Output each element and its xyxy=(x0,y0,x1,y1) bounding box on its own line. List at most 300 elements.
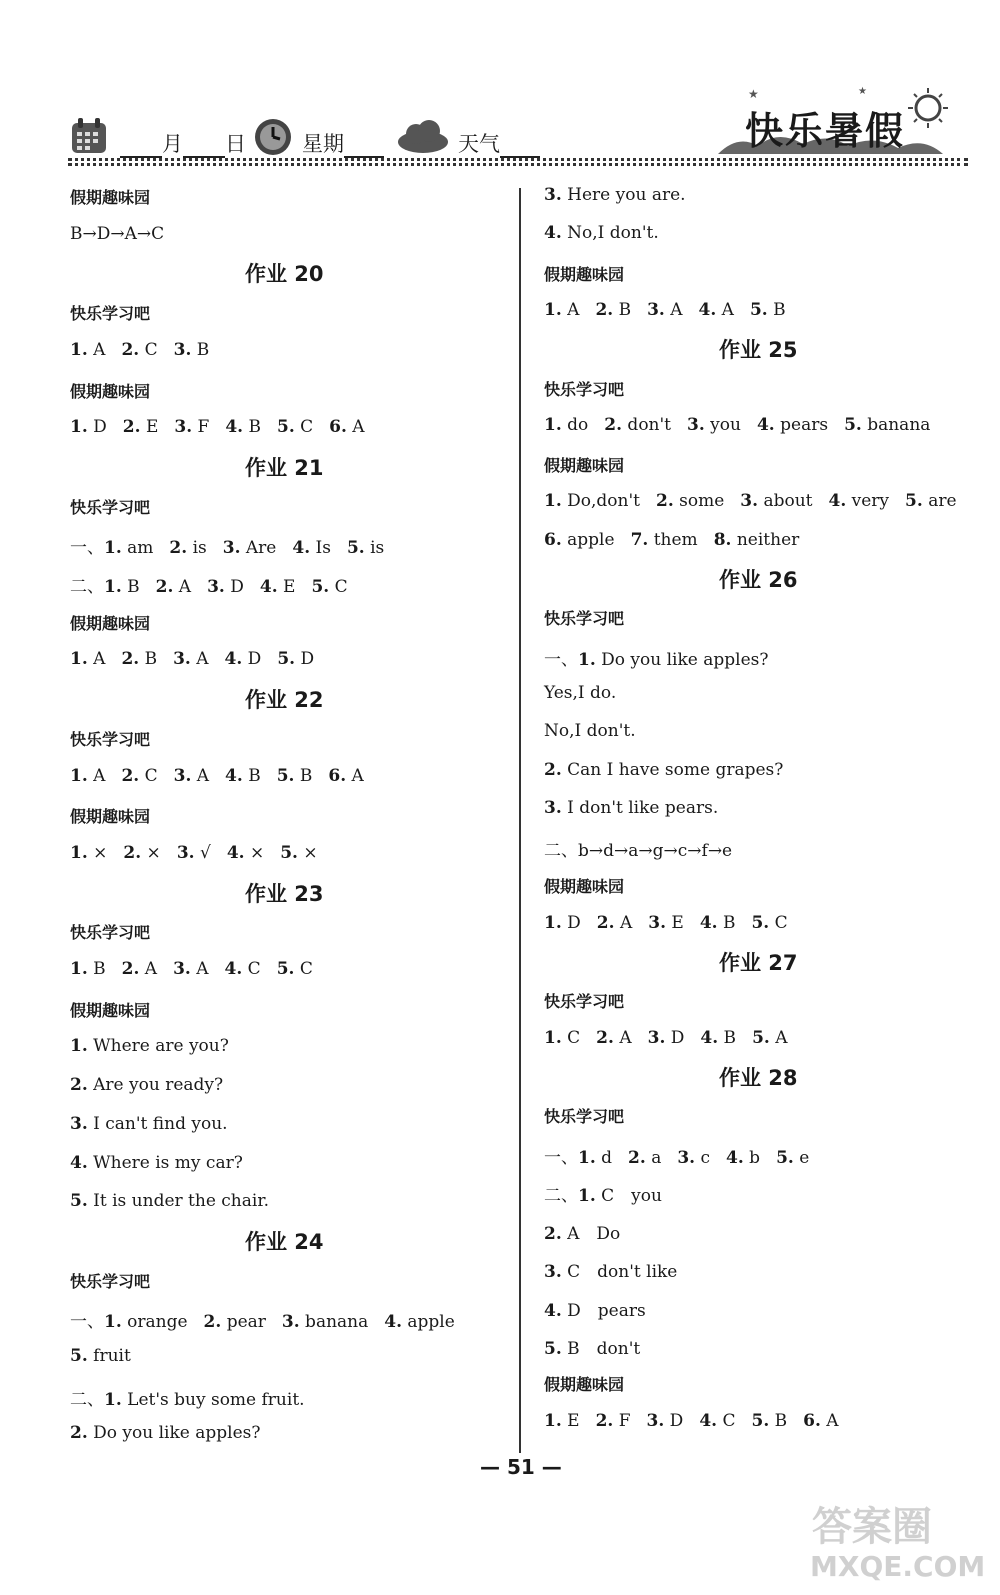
answer-value: B xyxy=(121,577,140,597)
answer-value: D xyxy=(665,1027,685,1048)
question-number: 3. xyxy=(222,538,241,559)
answer-value: √ xyxy=(194,842,211,863)
answer-value: Can I have some grapes? xyxy=(561,759,784,780)
answer-item xyxy=(740,491,812,511)
answer-item xyxy=(544,1301,646,1321)
question-number: 3. xyxy=(648,912,666,933)
answer-value: B xyxy=(717,912,736,933)
answer-line: No,I don't. xyxy=(544,721,636,742)
answer-item xyxy=(628,1148,661,1168)
question-number: 2. xyxy=(121,959,140,979)
clock-icon xyxy=(253,117,293,157)
section-heading: 假期趣味园 xyxy=(70,807,151,827)
answer-item xyxy=(578,1148,612,1168)
assignment-heading: 作业 26 xyxy=(719,568,798,592)
answer-line xyxy=(544,415,930,435)
watermark-url: MXQE.COM xyxy=(810,1550,986,1583)
question-number: 5. xyxy=(776,1147,794,1168)
part-prefix: 一、 xyxy=(70,1312,104,1333)
answer-value: B xyxy=(613,299,632,320)
question-number: 6. xyxy=(328,765,347,786)
answer-value: E xyxy=(561,1410,580,1431)
question-number: 4. xyxy=(544,1300,562,1321)
answer-item xyxy=(104,577,140,597)
question-number: 1. xyxy=(544,299,562,320)
answer-value: D xyxy=(87,417,107,438)
answer-item xyxy=(726,1148,760,1168)
answer-item xyxy=(648,913,684,933)
question-number: 3. xyxy=(174,417,193,438)
answer-value: A xyxy=(139,959,158,979)
answer-item xyxy=(277,649,314,669)
question-number: 3. xyxy=(173,765,192,786)
answer-item xyxy=(123,843,160,863)
answer-item xyxy=(177,843,211,863)
answer-item xyxy=(225,959,261,979)
answer-value: A xyxy=(769,1027,788,1048)
question-number: 2. xyxy=(70,1423,88,1444)
question-number: 1. xyxy=(104,1312,122,1333)
answer-value: A xyxy=(87,765,106,786)
question-number: 4. xyxy=(224,959,243,979)
column-divider xyxy=(519,188,521,1453)
question-number: 5. xyxy=(311,577,330,597)
answer-item xyxy=(844,415,930,435)
question-number: 5. xyxy=(276,959,295,979)
section-heading: 假期趣味园 xyxy=(544,1375,625,1395)
watermark-text: 答案圈 xyxy=(812,1504,932,1550)
answer-value: C xyxy=(329,577,348,597)
answer-item xyxy=(70,959,106,979)
answer-item xyxy=(544,185,686,205)
answer-item xyxy=(544,1028,580,1048)
question-number: 3. xyxy=(176,842,195,863)
part-prefix: 一、 xyxy=(544,649,578,670)
answer-item xyxy=(544,798,718,818)
answer-item xyxy=(544,760,783,780)
answer-value: F xyxy=(192,417,210,438)
answer-value: B xyxy=(87,959,106,979)
question-number: 6. xyxy=(544,529,562,550)
answer-value: C xyxy=(294,959,313,979)
answer-value: D xyxy=(224,577,244,597)
question-number: 8. xyxy=(713,529,732,550)
brand-title: 快乐暑假 xyxy=(745,109,906,153)
answer-item xyxy=(905,491,956,511)
question-number: 3. xyxy=(646,1410,665,1431)
part-prefix: 二、 xyxy=(70,577,104,597)
answer-value: C xyxy=(294,417,314,438)
answer-item xyxy=(292,538,331,558)
question-number: 1. xyxy=(70,959,88,979)
answer-item xyxy=(104,538,153,558)
answer-item xyxy=(121,649,157,669)
section-heading: 假期趣味园 xyxy=(70,613,151,633)
answer-value: A xyxy=(173,577,192,597)
answer-line: Yes,I do. xyxy=(544,682,617,703)
answer-line xyxy=(544,530,799,550)
question-number: 3. xyxy=(70,1113,88,1134)
question-number: 4. xyxy=(259,577,278,597)
answer-value: very xyxy=(846,491,890,512)
answer-item xyxy=(282,1312,368,1332)
question-number: 5. xyxy=(544,1339,562,1359)
answer-value: a xyxy=(645,1147,662,1168)
question-number: 5. xyxy=(276,417,295,438)
answer-item xyxy=(70,766,105,786)
answer-item xyxy=(544,913,581,933)
assignment-heading: 作业 22 xyxy=(245,688,324,713)
section-heading: 快乐学习吧 xyxy=(70,923,151,943)
answer-item xyxy=(122,959,157,979)
answer-item xyxy=(699,300,734,320)
answer-item xyxy=(70,843,107,863)
answer-item xyxy=(544,1262,677,1282)
question-number: 5. xyxy=(70,1346,88,1366)
answer-value: D xyxy=(295,649,315,670)
question-number: 1. xyxy=(104,538,122,559)
question-number: 1. xyxy=(544,1410,562,1431)
question-number: 1. xyxy=(544,414,562,435)
answer-line xyxy=(544,1219,620,1244)
question-number: 4. xyxy=(726,1147,744,1168)
answer-value: don't xyxy=(622,414,672,435)
answer-value: D pears xyxy=(561,1300,646,1321)
question-number: 3. xyxy=(544,185,562,205)
question-number: 4. xyxy=(226,842,245,863)
question-number: 5. xyxy=(905,491,923,512)
question-number: 5. xyxy=(70,1191,88,1212)
page-number: — 51 — xyxy=(480,1455,562,1479)
question-number: 2. xyxy=(123,842,142,863)
section-heading: 假期趣味园 xyxy=(70,188,151,207)
question-number: 1. xyxy=(578,1185,596,1206)
question-number: 3. xyxy=(281,1312,300,1333)
answer-value: D xyxy=(561,912,581,933)
answer-line xyxy=(70,1153,243,1173)
answer-item xyxy=(223,538,277,558)
answer-value: A xyxy=(190,649,209,670)
answer-value: Where are you? xyxy=(87,1036,229,1057)
answer-line xyxy=(70,1191,269,1211)
header-divider xyxy=(68,158,968,166)
assignment-heading: 作业 28 xyxy=(719,1065,798,1090)
answer-line xyxy=(70,1075,223,1095)
answer-item xyxy=(544,1411,580,1431)
answer-value: am xyxy=(121,538,154,559)
svg-text:★: ★ xyxy=(748,87,759,101)
question-number: 1. xyxy=(544,1027,562,1048)
answer-value: Do,don't xyxy=(561,491,640,512)
answer-line xyxy=(70,417,365,437)
question-number: 4. xyxy=(225,765,243,786)
answer-value: B xyxy=(769,1410,788,1431)
svg-text:★: ★ xyxy=(858,86,867,97)
answer-value: B xyxy=(294,765,313,786)
answer-item xyxy=(828,491,889,511)
answer-value: E xyxy=(277,577,296,597)
answer-item xyxy=(751,913,787,933)
weekday-label: 星期 xyxy=(302,132,344,156)
answer-value: I don't like pears. xyxy=(561,797,719,818)
answer-item xyxy=(121,766,157,786)
answer-item xyxy=(544,300,579,320)
answer-value: A xyxy=(87,339,106,360)
answer-value: is xyxy=(364,538,385,559)
question-number: 3. xyxy=(677,1147,696,1168)
part-prefix: 二、 xyxy=(544,1185,578,1206)
section-heading: 假期趣味园 xyxy=(70,381,151,401)
answer-item xyxy=(803,1411,838,1431)
question-number: 5. xyxy=(749,299,768,320)
answer-value: D xyxy=(664,1410,684,1431)
answer-value: F xyxy=(613,1410,631,1431)
answer-item xyxy=(70,340,105,360)
question-number: 1. xyxy=(70,765,88,786)
answer-item xyxy=(757,415,828,435)
page-header xyxy=(0,0,1000,170)
question-number: 4. xyxy=(544,223,562,244)
answer-item xyxy=(70,1191,269,1211)
answer-value: neither xyxy=(731,529,800,550)
answer-value: C don't like xyxy=(561,1262,678,1283)
answer-value: banana xyxy=(299,1312,369,1333)
question-number: 2. xyxy=(595,299,614,320)
answer-value: A xyxy=(191,765,210,786)
answer-item xyxy=(227,843,264,863)
answer-value: A xyxy=(561,299,580,320)
answer-line xyxy=(70,1385,305,1410)
answer-item xyxy=(750,300,786,320)
section-heading: 快乐学习吧 xyxy=(544,992,625,1012)
question-number: 3. xyxy=(544,1262,562,1283)
answer-line xyxy=(544,1028,788,1048)
answer-item xyxy=(647,1411,684,1431)
section-heading: 快乐学习吧 xyxy=(70,304,151,324)
answer-item xyxy=(544,1224,620,1244)
answer-line xyxy=(544,1296,646,1321)
answer-value: C xyxy=(139,339,158,360)
answer-item xyxy=(700,913,736,933)
answer-item xyxy=(347,538,384,558)
answer-value: No,I don't. xyxy=(561,223,659,244)
answer-item xyxy=(752,1028,787,1048)
answer-value: some xyxy=(673,491,725,512)
question-number: 5. xyxy=(280,842,298,863)
answer-value: D xyxy=(242,649,262,670)
answer-item xyxy=(699,1411,735,1431)
question-number: 3. xyxy=(173,959,191,979)
answer-value: about xyxy=(758,491,813,512)
answer-line xyxy=(70,1423,261,1443)
part-prefix: 一、 xyxy=(70,538,104,559)
answer-value: pear xyxy=(221,1312,266,1333)
answer-item xyxy=(207,577,244,597)
answer-value: B don't xyxy=(561,1339,641,1359)
section-heading: 快乐学习吧 xyxy=(70,497,151,517)
answer-value: apple xyxy=(402,1312,455,1333)
question-number: 4. xyxy=(828,491,847,512)
answer-line xyxy=(544,645,769,670)
answer-value: orange xyxy=(121,1312,188,1333)
answer-value: pears xyxy=(774,414,829,435)
answer-item xyxy=(70,1036,229,1056)
answer-item xyxy=(174,340,210,360)
answer-item xyxy=(277,766,313,786)
answer-value: × xyxy=(141,842,161,863)
answer-line xyxy=(70,533,384,558)
question-number: 2. xyxy=(595,1410,614,1431)
question-number: 2. xyxy=(121,649,140,670)
question-number: 3. xyxy=(647,299,665,320)
question-number: 1. xyxy=(70,339,88,360)
question-number: 6. xyxy=(329,417,347,438)
section-heading: 假期趣味园 xyxy=(544,877,625,897)
answer-value: B xyxy=(191,339,210,360)
answer-item xyxy=(104,1312,188,1332)
answer-line xyxy=(544,798,718,818)
answer-item xyxy=(123,417,159,437)
answer-line xyxy=(544,1143,809,1168)
answer-value: C xyxy=(561,1027,581,1048)
question-number: 2. xyxy=(628,1147,646,1168)
question-number: 2. xyxy=(70,1075,88,1096)
answer-value: E xyxy=(665,912,684,933)
question-number: 4. xyxy=(756,414,775,435)
answer-line xyxy=(70,1346,131,1366)
question-number: 3. xyxy=(687,414,705,435)
question-number: 5. xyxy=(751,1410,770,1431)
answer-item xyxy=(173,959,208,979)
answer-line xyxy=(544,1257,677,1282)
question-number: 2. xyxy=(121,765,140,786)
question-number: 4. xyxy=(70,1152,88,1173)
answer-value: A xyxy=(664,299,683,320)
section-heading: 快乐学习吧 xyxy=(70,729,151,749)
answer-value: do xyxy=(561,414,589,435)
question-number: 3. xyxy=(173,339,192,360)
answer-value: fruit xyxy=(87,1346,131,1366)
answer-item xyxy=(104,1390,305,1410)
answer-value: C xyxy=(139,765,158,786)
answer-value: × xyxy=(244,842,265,863)
answer-value: A xyxy=(820,1410,839,1431)
answer-item xyxy=(776,1148,809,1168)
answer-item xyxy=(578,1186,662,1206)
question-number: 1. xyxy=(70,417,88,438)
section-heading: 假期趣味园 xyxy=(544,264,625,284)
question-number: 3. xyxy=(544,797,562,818)
cloud-icon xyxy=(396,118,450,154)
answer-value: Do you like apples? xyxy=(595,649,769,670)
answer-item xyxy=(544,1339,640,1359)
answer-value: e xyxy=(793,1147,810,1168)
weather xyxy=(458,128,540,158)
question-number: 5. xyxy=(844,414,862,435)
answer-item xyxy=(174,417,209,437)
answer-value: b xyxy=(743,1147,761,1168)
section-heading: 快乐学习吧 xyxy=(70,1271,151,1291)
answer-line xyxy=(544,300,786,320)
answer-item xyxy=(596,1028,631,1048)
weekday xyxy=(302,128,384,158)
answer-item xyxy=(70,1346,131,1366)
answer-item xyxy=(260,577,296,597)
question-number: 7. xyxy=(630,529,649,550)
answer-value: is xyxy=(187,538,207,559)
question-number: 2. xyxy=(596,1027,614,1048)
question-number: 4. xyxy=(224,649,243,670)
answer-item xyxy=(70,1153,243,1173)
answer-line xyxy=(70,649,314,669)
assignment-heading: 作业 20 xyxy=(245,262,324,287)
question-number: 3. xyxy=(207,577,225,597)
answer-item xyxy=(156,577,191,597)
answer-value: Is xyxy=(310,538,331,559)
answer-value: Where is my car? xyxy=(87,1152,243,1173)
answer-item xyxy=(604,415,671,435)
answer-value: A xyxy=(614,912,633,933)
answer-value: × xyxy=(87,842,108,863)
answer-value: C you xyxy=(595,1185,662,1206)
answer-item xyxy=(656,491,724,511)
question-number: 2. xyxy=(121,339,140,360)
answer-value: A xyxy=(87,649,106,670)
calendar-icon xyxy=(70,117,108,155)
answer-item xyxy=(173,649,208,669)
answer-item xyxy=(647,300,682,320)
answer-item xyxy=(544,491,640,511)
answer-value: Are xyxy=(240,538,277,559)
answer-value: c xyxy=(695,1147,711,1168)
answer-item xyxy=(752,1411,788,1431)
answer-line xyxy=(70,1307,455,1332)
answer-line xyxy=(70,766,364,786)
answer-item xyxy=(225,417,261,437)
question-number: 4. xyxy=(699,1410,718,1431)
answer-value: I can't find you. xyxy=(87,1113,228,1134)
answer-line xyxy=(544,1334,640,1359)
answer-line xyxy=(70,1114,228,1134)
question-number: 1. xyxy=(70,1036,88,1057)
answer-item xyxy=(714,530,800,550)
answer-item xyxy=(578,650,769,670)
answer-value: you xyxy=(704,414,741,435)
answer-line xyxy=(70,959,313,979)
question-number: 4. xyxy=(699,912,718,933)
answer-item xyxy=(544,415,588,435)
answer-value: A xyxy=(613,1027,632,1048)
answer-value: B xyxy=(243,417,261,438)
answer-item xyxy=(225,649,262,669)
answer-item xyxy=(311,577,347,597)
question-number: 1. xyxy=(70,649,88,670)
answer-line xyxy=(70,340,209,360)
question-number: 1. xyxy=(544,912,562,933)
answer-value: A Do xyxy=(561,1224,621,1245)
answer-item xyxy=(700,1028,736,1048)
answer-value: Are you ready? xyxy=(87,1075,224,1096)
answer-value: B xyxy=(718,1027,737,1048)
question-number: 3. xyxy=(740,491,759,512)
answer-line xyxy=(544,913,788,933)
answer-item xyxy=(328,766,363,786)
question-number: 1. xyxy=(578,1147,596,1168)
question-number: 2. xyxy=(544,759,562,780)
question-number: 4. xyxy=(698,299,717,320)
answer-line xyxy=(70,843,318,863)
answer-item xyxy=(277,959,313,979)
